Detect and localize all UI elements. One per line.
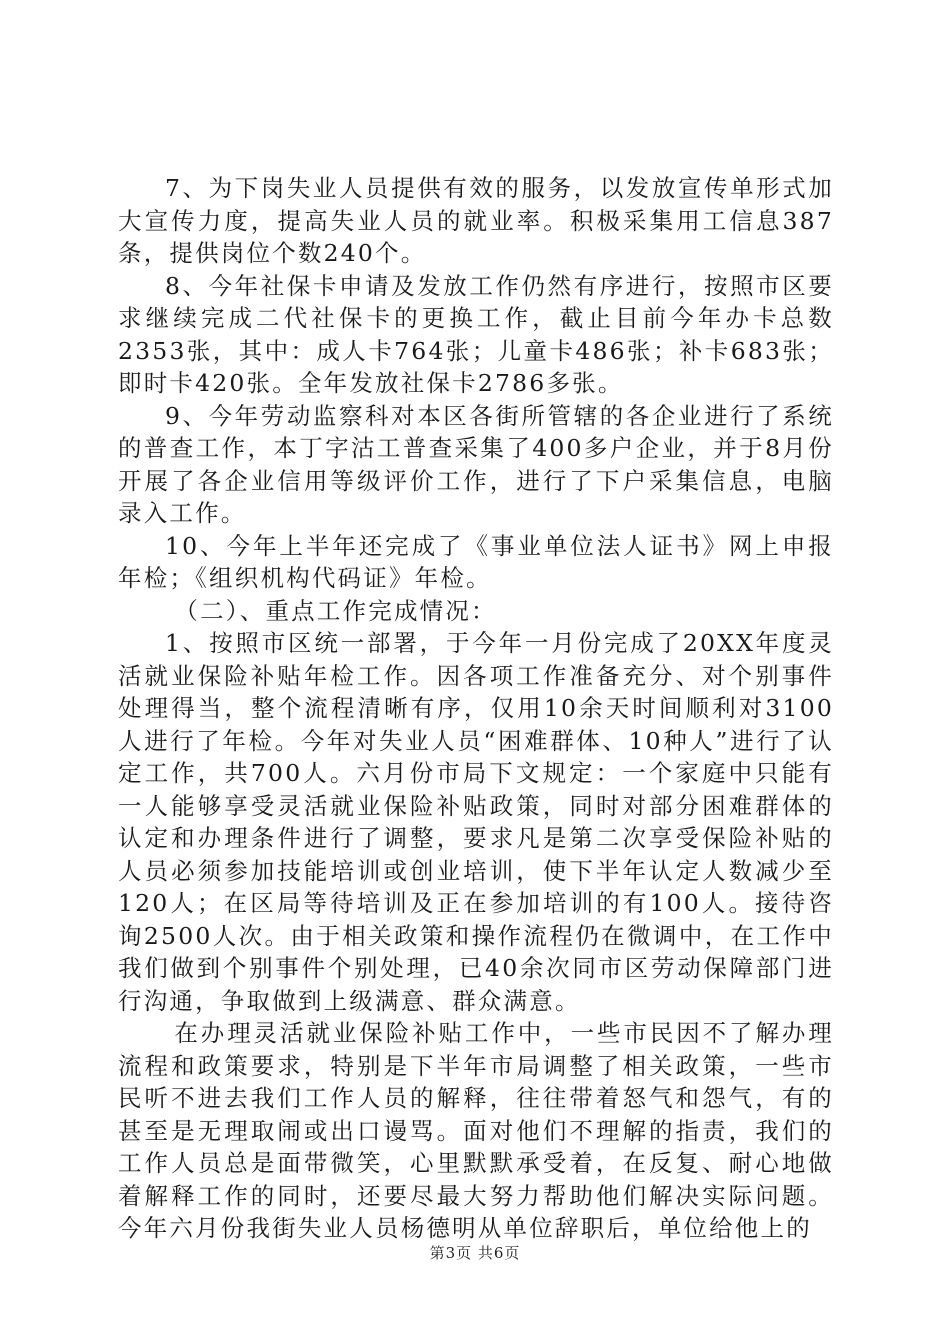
section-heading: （二）、重点工作完成情况： xyxy=(174,596,497,625)
paragraph-item-10: 10、今年上半年还完成了《事业单位法人证书》网上申报年检；《组织机构代码证》年检。 xyxy=(118,531,834,592)
paragraph-item-7: 7、为下岗失业人员提供有效的服务，以发放宣传单形式加大宣传力度，提高失业人员的就业率。积极采集用工信息387条，提供岗位个数240个。 xyxy=(118,174,834,267)
page-number-footer: 第3页 共6页 xyxy=(429,1244,521,1262)
paragraph-key-work-detail: 在办理灵活就业保险补贴工作中，一些市民因不了解办理流程和政策要求，特别是下半年市局调整了相关政策，一些市民听不进去我们工作人员的解释，往往带着怒气和怨气，有的甚至是无理取闹或出口谩骂。面对他们不理解的指责，我们的工作人员总是面带微笑，心里默默承受着，在反复、耐心地做着解释工作的同时，还要尽最大努力帮助他们解决实际问题。今年六月份我街失业人员杨德明从单位辞职后，单位给他上的 xyxy=(118,1019,834,1242)
paragraph-key-work-1: 1、按照市区统一部署，于今年一月份完成了20XX年度灵活就业保险补贴年检工作。因各项工作准备充分、对个别事件处理得当，整个流程清晰有序，仅用10余天时间顺利对3100人进行了年检。今年对失业人员“困难群体、10种人”进行了认定工作，共700人。六月份市局下文规定：一个家庭中只能有一人能够享受灵活就业保险补贴政策，同时对部分困难群体的认定和办理条件进行了调整，要求凡是第二次享受保险补贴的人员必须参加技能培训或创业培训，使下半年认定人数减少至120人；在区局等待培训及正在参加培训的有100人。接待咨询2500人次。由于相关政策和操作流程仍在微调中，在工作中我们做到个别事件个别处理，已40余次同市区劳动保障部门进行沟通，争取做到上级满意、群众满意。 xyxy=(118,629,834,1015)
paragraph-item-8: 8、今年社保卡申请及发放工作仍然有序进行，按照市区要求继续完成二代社保卡的更换工作，截止目前今年办卡总数2353张，其中：成人卡764张；儿童卡486张；补卡683张；即时卡420张。全年发放社保卡2786多张。 xyxy=(118,271,834,397)
paragraph-item-9: 9、今年劳动监察科对本区各街所管辖的各企业进行了系统的普查工作，本丁字沽工普查采集了400多户企业，并于8月份开展了各企业信用等级评价工作，进行了下户采集信息，电脑录入工作。 xyxy=(118,401,834,527)
document-body xyxy=(118,172,834,1245)
